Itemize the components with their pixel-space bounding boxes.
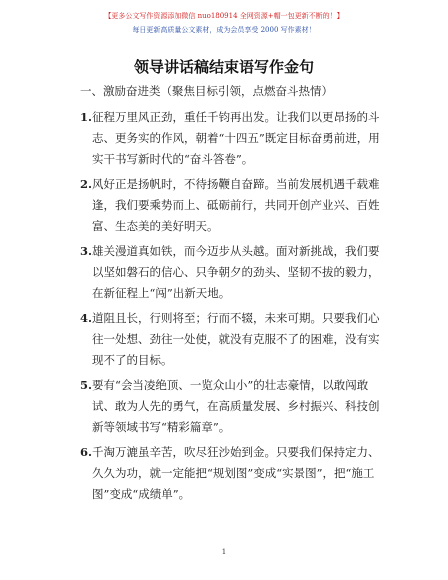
paragraph-text: 雄关漫道真如铁，而今迈步从头越。面对新挑战，我们要以坚如磐石的信心、只争朝夕的劲头、坚韧不拔的毅力，在新征程上“闯”出新天地。 (92, 244, 380, 300)
paragraph-number: 5. (80, 378, 93, 392)
paragraph-text: 风好正是扬帆时，不待扬鞭自奋蹄。当前发展机遇千载难逢，我们要乘势而上、砥砺前行，共同开创产业兴、百姓富、生态美的美好明天。 (92, 177, 380, 233)
paragraph-5 (80, 375, 388, 438)
paragraph-1 (80, 107, 388, 170)
paragraph-number: 4. (80, 311, 93, 325)
paragraph-text: 要有“会当凌绝顶、一览众山小”的壮志豪情，以敢闯敢试、敢为人先的勇气，在高质量发展、乡村振兴、科技创新等领域书写“精彩篇章”。 (92, 378, 380, 434)
promo-banner-line-1: 【更多公文写作资源添加微信 nuo180914 全网资源+帽一包更新不断的！】 (104, 12, 344, 20)
document-title: 领导讲话稿结束语写作金句 (133, 58, 314, 76)
paragraph-text: 征程万里风正劲，重任千钧再出发。让我们以更昂扬的斗志、更务实的作风，朝着“十四五”既定目标奋勇前进，用实干书写新时代的“奋斗答卷”。 (92, 110, 380, 166)
paragraph-number: 1. (80, 110, 93, 124)
paragraph-text: 道阻且长，行则将至；行而不辍，未来可期。只要我们心往一处想、劲往一处使，就没有克服不了的困难，没有实现不了的目标。 (92, 311, 380, 367)
paragraph-4 (80, 308, 388, 371)
paragraph-number: 2. (80, 177, 93, 191)
promo-banner-line-2: 每日更新高质量公文素材，成为会员享受 2000 写作素材！ (132, 26, 316, 34)
paragraph-3 (80, 241, 388, 304)
paragraph-number: 3. (80, 244, 93, 258)
paragraph-text: 千淘万漉虽辛苦，吹尽狂沙始到金。只要我们保持定力、久久为功，就一定能把“规划图”变成“实景图”，把“施工图”变成“成绩单”。 (92, 445, 380, 501)
page-number: 1 (221, 548, 227, 556)
paragraph-6 (80, 442, 388, 505)
paragraph-2 (80, 174, 388, 237)
paragraph-number: 6. (80, 445, 93, 459)
section-heading: 一、激励奋进类（聚焦目标引领，点燃奋斗热情） (80, 84, 333, 98)
